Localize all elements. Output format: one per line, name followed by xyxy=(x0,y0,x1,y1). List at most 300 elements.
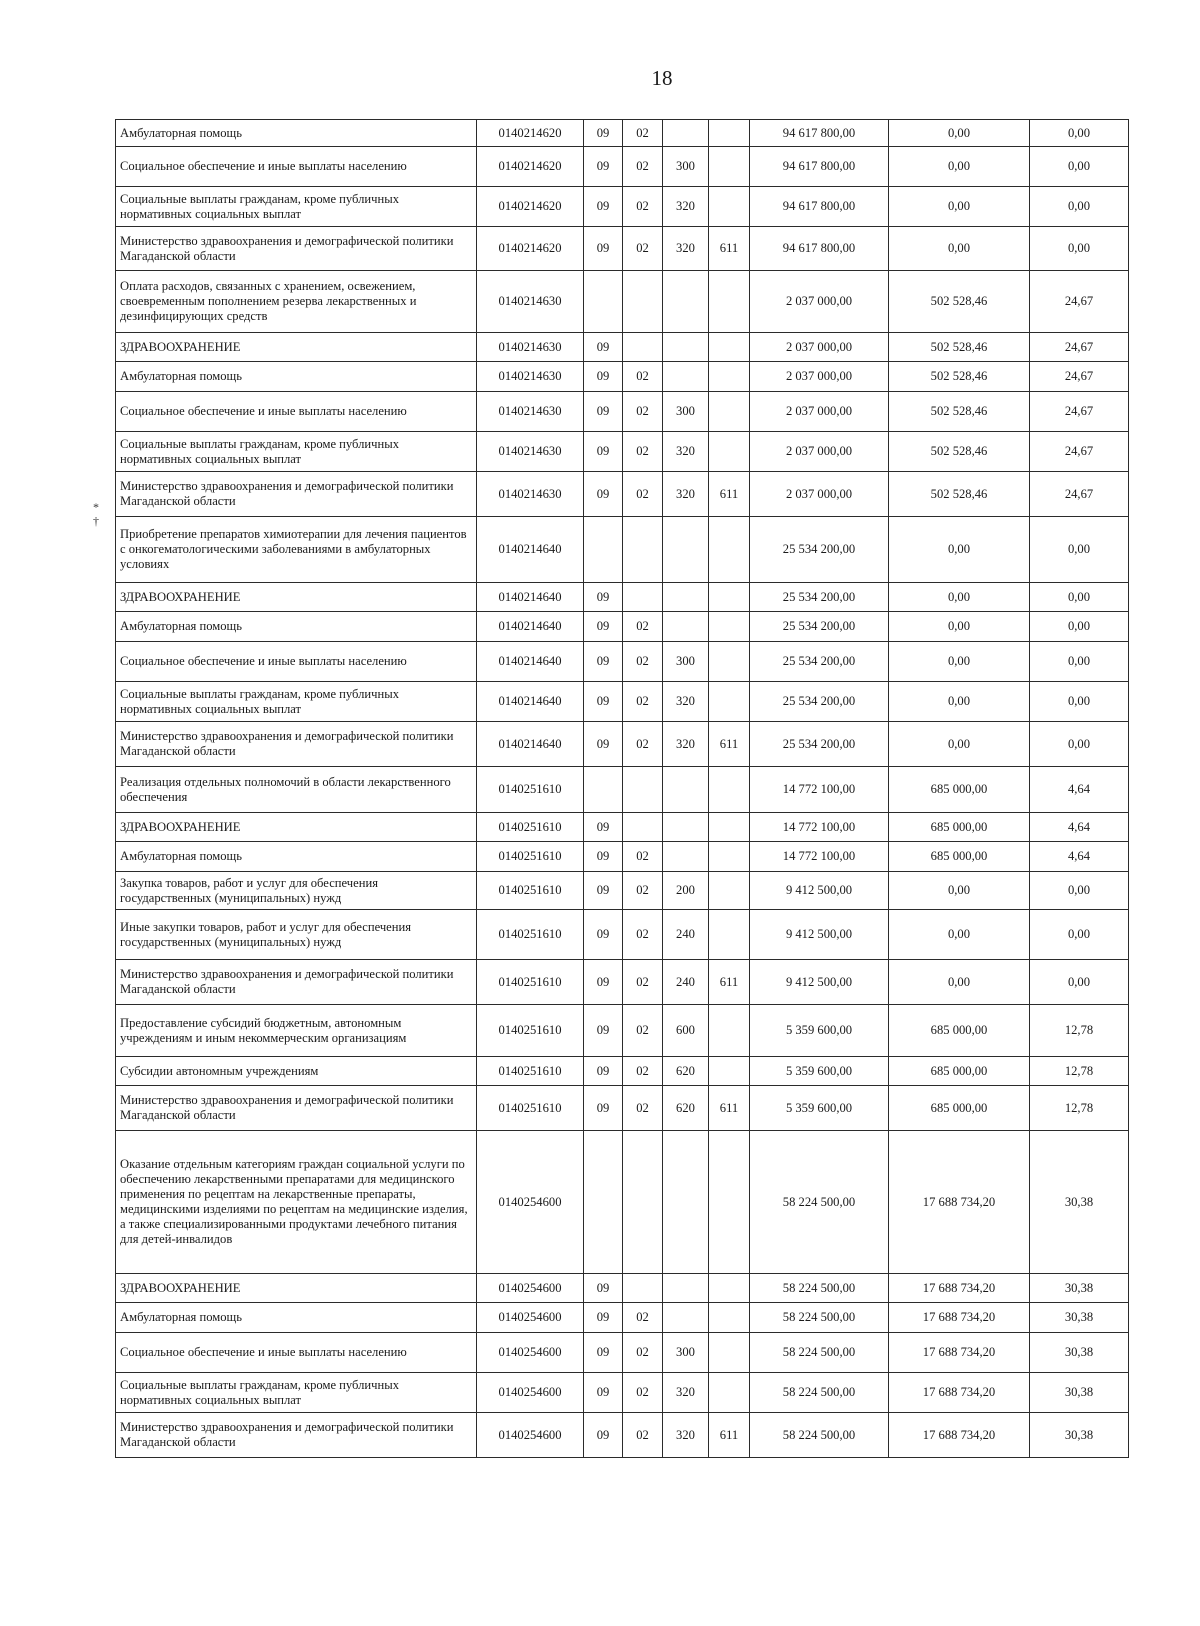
item-name: Министерство здравоохранения и демографической политики Магаданской области xyxy=(116,227,477,271)
table-row xyxy=(116,910,1129,960)
item-section: 09 xyxy=(584,813,623,842)
item-name: Закупка товаров, работ и услуг для обеспечения государственных (муниципальных) нужд xyxy=(116,872,477,910)
item-percent: 0,00 xyxy=(1030,612,1129,642)
item-section: 09 xyxy=(584,612,623,642)
item-fact: 0,00 xyxy=(889,722,1030,767)
item-subsection: 02 xyxy=(623,842,663,872)
item-percent: 0,00 xyxy=(1030,682,1129,722)
item-name: Социальное обеспечение и иные выплаты населению xyxy=(116,642,477,682)
item-expense-type: 240 xyxy=(663,960,709,1005)
item-subsection: 02 xyxy=(623,722,663,767)
item-section: 09 xyxy=(584,583,623,612)
item-fact: 17 688 734,20 xyxy=(889,1131,1030,1274)
item-admin-code xyxy=(709,147,750,187)
item-expense-type xyxy=(663,767,709,813)
item-subsection: 02 xyxy=(623,1413,663,1458)
item-admin-code xyxy=(709,1131,750,1274)
table-row xyxy=(116,767,1129,813)
item-plan: 2 037 000,00 xyxy=(750,432,889,472)
item-expense-type: 320 xyxy=(663,682,709,722)
item-fact: 0,00 xyxy=(889,872,1030,910)
item-percent: 24,67 xyxy=(1030,271,1129,333)
item-name: Социальное обеспечение и иные выплаты населению xyxy=(116,1333,477,1373)
item-subsection: 02 xyxy=(623,1057,663,1086)
item-percent: 12,78 xyxy=(1030,1086,1129,1131)
item-subsection xyxy=(623,767,663,813)
item-expense-type xyxy=(663,1274,709,1303)
table-row xyxy=(116,612,1129,642)
table-row xyxy=(116,187,1129,227)
item-csr: 0140254600 xyxy=(477,1131,584,1274)
item-csr: 0140214640 xyxy=(477,642,584,682)
item-fact: 685 000,00 xyxy=(889,813,1030,842)
table-row xyxy=(116,1413,1129,1458)
item-expense-type: 320 xyxy=(663,1413,709,1458)
item-plan: 5 359 600,00 xyxy=(750,1005,889,1057)
item-percent: 0,00 xyxy=(1030,872,1129,910)
item-percent: 30,38 xyxy=(1030,1373,1129,1413)
item-percent: 0,00 xyxy=(1030,642,1129,682)
table-row xyxy=(116,1373,1129,1413)
item-fact: 502 528,46 xyxy=(889,271,1030,333)
item-expense-type: 300 xyxy=(663,147,709,187)
item-section: 09 xyxy=(584,120,623,147)
item-csr: 0140214630 xyxy=(477,472,584,517)
item-csr: 0140251610 xyxy=(477,960,584,1005)
item-section: 09 xyxy=(584,1274,623,1303)
item-csr: 0140214640 xyxy=(477,612,584,642)
item-admin-code xyxy=(709,767,750,813)
item-section: 09 xyxy=(584,147,623,187)
item-percent: 0,00 xyxy=(1030,583,1129,612)
item-subsection: 02 xyxy=(623,642,663,682)
item-subsection xyxy=(623,1131,663,1274)
table-row xyxy=(116,960,1129,1005)
item-csr: 0140251610 xyxy=(477,1057,584,1086)
item-fact: 685 000,00 xyxy=(889,767,1030,813)
item-plan: 25 534 200,00 xyxy=(750,612,889,642)
item-fact: 0,00 xyxy=(889,583,1030,612)
item-csr: 0140254600 xyxy=(477,1333,584,1373)
item-section: 09 xyxy=(584,1005,623,1057)
item-name: ЗДРАВООХРАНЕНИЕ xyxy=(116,333,477,362)
item-admin-code xyxy=(709,271,750,333)
table-row xyxy=(116,1303,1129,1333)
item-name: Социальные выплаты гражданам, кроме публичных нормативных социальных выплат xyxy=(116,432,477,472)
item-plan: 5 359 600,00 xyxy=(750,1057,889,1086)
item-subsection: 02 xyxy=(623,227,663,271)
item-fact: 502 528,46 xyxy=(889,362,1030,392)
item-admin-code xyxy=(709,1057,750,1086)
item-fact: 502 528,46 xyxy=(889,333,1030,362)
budget-table xyxy=(115,119,1129,1458)
item-plan: 9 412 500,00 xyxy=(750,960,889,1005)
item-csr: 0140251610 xyxy=(477,813,584,842)
item-csr: 0140251610 xyxy=(477,910,584,960)
item-expense-type xyxy=(663,120,709,147)
item-csr: 0140214630 xyxy=(477,362,584,392)
item-expense-type: 200 xyxy=(663,872,709,910)
item-expense-type xyxy=(663,517,709,583)
item-subsection: 02 xyxy=(623,1086,663,1131)
item-plan: 25 534 200,00 xyxy=(750,682,889,722)
item-plan: 14 772 100,00 xyxy=(750,842,889,872)
item-admin-code xyxy=(709,612,750,642)
table-row xyxy=(116,1131,1129,1274)
item-section: 09 xyxy=(584,682,623,722)
item-admin-code xyxy=(709,872,750,910)
item-section xyxy=(584,767,623,813)
item-name: Социальные выплаты гражданам, кроме публичных нормативных социальных выплат xyxy=(116,682,477,722)
item-plan: 2 037 000,00 xyxy=(750,392,889,432)
item-section: 09 xyxy=(584,1333,623,1373)
item-subsection: 02 xyxy=(623,960,663,1005)
item-plan: 9 412 500,00 xyxy=(750,910,889,960)
item-expense-type xyxy=(663,612,709,642)
item-plan: 94 617 800,00 xyxy=(750,187,889,227)
item-subsection: 02 xyxy=(623,472,663,517)
item-plan: 2 037 000,00 xyxy=(750,271,889,333)
item-name: Министерство здравоохранения и демографической политики Магаданской области xyxy=(116,960,477,1005)
item-fact: 0,00 xyxy=(889,517,1030,583)
item-name: ЗДРАВООХРАНЕНИЕ xyxy=(116,583,477,612)
item-section: 09 xyxy=(584,1373,623,1413)
item-name: Социальное обеспечение и иные выплаты населению xyxy=(116,392,477,432)
item-name: Министерство здравоохранения и демографической политики Магаданской области xyxy=(116,472,477,517)
item-section: 09 xyxy=(584,333,623,362)
table-row xyxy=(116,722,1129,767)
table-row xyxy=(116,813,1129,842)
item-plan: 14 772 100,00 xyxy=(750,767,889,813)
item-name: Министерство здравоохранения и демографической политики Магаданской области xyxy=(116,1086,477,1131)
table-row xyxy=(116,1057,1129,1086)
item-admin-code xyxy=(709,842,750,872)
item-name: Амбулаторная помощь xyxy=(116,120,477,147)
item-section: 09 xyxy=(584,1086,623,1131)
item-csr: 0140251610 xyxy=(477,872,584,910)
item-fact: 17 688 734,20 xyxy=(889,1413,1030,1458)
item-expense-type xyxy=(663,1131,709,1274)
table-row xyxy=(116,682,1129,722)
item-admin-code xyxy=(709,362,750,392)
item-section: 09 xyxy=(584,910,623,960)
item-subsection xyxy=(623,333,663,362)
table-row xyxy=(116,1005,1129,1057)
item-admin-code: 611 xyxy=(709,1086,750,1131)
item-admin-code xyxy=(709,910,750,960)
item-csr: 0140214620 xyxy=(477,120,584,147)
item-plan: 2 037 000,00 xyxy=(750,472,889,517)
item-subsection: 02 xyxy=(623,120,663,147)
item-admin-code xyxy=(709,432,750,472)
item-expense-type: 320 xyxy=(663,1373,709,1413)
item-subsection xyxy=(623,583,663,612)
item-subsection: 02 xyxy=(623,1333,663,1373)
item-admin-code: 611 xyxy=(709,227,750,271)
item-plan: 9 412 500,00 xyxy=(750,872,889,910)
item-expense-type xyxy=(663,271,709,333)
item-csr: 0140251610 xyxy=(477,767,584,813)
item-expense-type: 300 xyxy=(663,1333,709,1373)
item-subsection xyxy=(623,813,663,842)
item-csr: 0140251610 xyxy=(477,1086,584,1131)
item-percent: 24,67 xyxy=(1030,472,1129,517)
item-name: Социальные выплаты гражданам, кроме публичных нормативных социальных выплат xyxy=(116,1373,477,1413)
table-row xyxy=(116,642,1129,682)
item-section: 09 xyxy=(584,187,623,227)
item-plan: 94 617 800,00 xyxy=(750,227,889,271)
table-row xyxy=(116,842,1129,872)
item-percent: 30,38 xyxy=(1030,1303,1129,1333)
item-section xyxy=(584,271,623,333)
item-expense-type: 300 xyxy=(663,642,709,682)
item-plan: 25 534 200,00 xyxy=(750,583,889,612)
item-expense-type xyxy=(663,842,709,872)
item-expense-type: 320 xyxy=(663,227,709,271)
item-name: Оказание отдельным категориям граждан социальной услуги по обеспечению лекарственными препаратами для медицинского применения по рецептам на лекарственные препараты, медицинскими изделиями по рецептам на медицинские изделия, а также специализированными продуктами лечебного питания для детей-инвалидов xyxy=(116,1131,477,1274)
margin-mark: * † xyxy=(93,500,99,528)
item-section: 09 xyxy=(584,1057,623,1086)
item-admin-code: 611 xyxy=(709,960,750,1005)
item-percent: 0,00 xyxy=(1030,120,1129,147)
item-percent: 24,67 xyxy=(1030,333,1129,362)
item-expense-type xyxy=(663,583,709,612)
item-csr: 0140214640 xyxy=(477,517,584,583)
item-percent: 30,38 xyxy=(1030,1413,1129,1458)
item-plan: 58 224 500,00 xyxy=(750,1274,889,1303)
table-row xyxy=(116,872,1129,910)
table-row xyxy=(116,392,1129,432)
item-fact: 502 528,46 xyxy=(889,472,1030,517)
item-name: ЗДРАВООХРАНЕНИЕ xyxy=(116,1274,477,1303)
item-name: ЗДРАВООХРАНЕНИЕ xyxy=(116,813,477,842)
item-csr: 0140254600 xyxy=(477,1274,584,1303)
item-plan: 58 224 500,00 xyxy=(750,1373,889,1413)
item-fact: 17 688 734,20 xyxy=(889,1333,1030,1373)
table-row xyxy=(116,333,1129,362)
item-name: Реализация отдельных полномочий в области лекарственного обеспечения xyxy=(116,767,477,813)
item-expense-type: 620 xyxy=(663,1057,709,1086)
table-row xyxy=(116,120,1129,147)
item-csr: 0140214620 xyxy=(477,227,584,271)
item-percent: 24,67 xyxy=(1030,432,1129,472)
item-percent: 0,00 xyxy=(1030,960,1129,1005)
item-percent: 4,64 xyxy=(1030,813,1129,842)
item-percent: 30,38 xyxy=(1030,1274,1129,1303)
item-section: 09 xyxy=(584,432,623,472)
item-subsection xyxy=(623,271,663,333)
item-fact: 0,00 xyxy=(889,120,1030,147)
item-fact: 685 000,00 xyxy=(889,842,1030,872)
item-subsection: 02 xyxy=(623,362,663,392)
item-percent: 0,00 xyxy=(1030,187,1129,227)
item-fact: 502 528,46 xyxy=(889,392,1030,432)
item-name: Иные закупки товаров, работ и услуг для обеспечения государственных (муниципальных) нужд xyxy=(116,910,477,960)
item-admin-code xyxy=(709,1303,750,1333)
item-fact: 685 000,00 xyxy=(889,1057,1030,1086)
item-admin-code xyxy=(709,517,750,583)
item-csr: 0140254600 xyxy=(477,1303,584,1333)
item-plan: 14 772 100,00 xyxy=(750,813,889,842)
item-percent: 30,38 xyxy=(1030,1333,1129,1373)
item-admin-code xyxy=(709,1005,750,1057)
item-subsection xyxy=(623,517,663,583)
item-section: 09 xyxy=(584,842,623,872)
table-row xyxy=(116,227,1129,271)
item-csr: 0140214630 xyxy=(477,392,584,432)
item-percent: 4,64 xyxy=(1030,842,1129,872)
item-expense-type: 300 xyxy=(663,392,709,432)
item-subsection: 02 xyxy=(623,147,663,187)
item-csr: 0140254600 xyxy=(477,1373,584,1413)
item-csr: 0140214630 xyxy=(477,432,584,472)
item-csr: 0140214620 xyxy=(477,147,584,187)
item-name: Амбулаторная помощь xyxy=(116,612,477,642)
item-csr: 0140214620 xyxy=(477,187,584,227)
item-plan: 58 224 500,00 xyxy=(750,1413,889,1458)
item-admin-code xyxy=(709,392,750,432)
item-percent: 24,67 xyxy=(1030,392,1129,432)
table-row xyxy=(116,147,1129,187)
item-subsection: 02 xyxy=(623,872,663,910)
item-expense-type: 320 xyxy=(663,722,709,767)
page-number: 18 xyxy=(651,66,673,90)
item-subsection: 02 xyxy=(623,612,663,642)
item-name: Оплата расходов, связанных с хранением, освежением, своевременным пополнением резерва лекарственных и дезинфицирующих средств xyxy=(116,271,477,333)
item-name: Предоставление субсидий бюджетным, автономным учреждениям и иным некоммерческим организациям xyxy=(116,1005,477,1057)
item-subsection: 02 xyxy=(623,1373,663,1413)
item-subsection: 02 xyxy=(623,682,663,722)
item-fact: 685 000,00 xyxy=(889,1086,1030,1131)
item-admin-code xyxy=(709,813,750,842)
item-percent: 0,00 xyxy=(1030,147,1129,187)
item-name: Приобретение препаратов химиотерапии для лечения пациентов с онкогематологическими заболеваниями в амбулаторных условиях xyxy=(116,517,477,583)
item-admin-code xyxy=(709,583,750,612)
item-fact: 0,00 xyxy=(889,187,1030,227)
item-section: 09 xyxy=(584,392,623,432)
item-subsection: 02 xyxy=(623,187,663,227)
item-subsection: 02 xyxy=(623,910,663,960)
item-name: Амбулаторная помощь xyxy=(116,1303,477,1333)
item-percent: 0,00 xyxy=(1030,517,1129,583)
item-admin-code: 611 xyxy=(709,722,750,767)
item-plan: 58 224 500,00 xyxy=(750,1333,889,1373)
item-expense-type xyxy=(663,1303,709,1333)
item-percent: 0,00 xyxy=(1030,910,1129,960)
table-row xyxy=(116,472,1129,517)
table-body xyxy=(116,120,1129,1458)
item-subsection: 02 xyxy=(623,1303,663,1333)
item-plan: 25 534 200,00 xyxy=(750,517,889,583)
item-expense-type: 620 xyxy=(663,1086,709,1131)
item-subsection: 02 xyxy=(623,392,663,432)
item-percent: 30,38 xyxy=(1030,1131,1129,1274)
item-subsection xyxy=(623,1274,663,1303)
item-csr: 0140214640 xyxy=(477,722,584,767)
item-name: Социальное обеспечение и иные выплаты населению xyxy=(116,147,477,187)
item-subsection: 02 xyxy=(623,1005,663,1057)
item-name: Министерство здравоохранения и демографической политики Магаданской области xyxy=(116,722,477,767)
item-fact: 685 000,00 xyxy=(889,1005,1030,1057)
item-percent: 12,78 xyxy=(1030,1005,1129,1057)
table-row xyxy=(116,362,1129,392)
item-percent: 4,64 xyxy=(1030,767,1129,813)
item-admin-code xyxy=(709,682,750,722)
item-csr: 0140214640 xyxy=(477,682,584,722)
item-admin-code xyxy=(709,120,750,147)
item-section: 09 xyxy=(584,642,623,682)
item-fact: 0,00 xyxy=(889,910,1030,960)
item-fact: 502 528,46 xyxy=(889,432,1030,472)
item-fact: 0,00 xyxy=(889,642,1030,682)
item-section: 09 xyxy=(584,722,623,767)
item-section: 09 xyxy=(584,872,623,910)
item-admin-code xyxy=(709,1274,750,1303)
table-row xyxy=(116,583,1129,612)
item-expense-type xyxy=(663,362,709,392)
item-fact: 0,00 xyxy=(889,227,1030,271)
item-plan: 5 359 600,00 xyxy=(750,1086,889,1131)
item-csr: 0140251610 xyxy=(477,842,584,872)
item-csr: 0140214630 xyxy=(477,333,584,362)
item-name: Социальные выплаты гражданам, кроме публичных нормативных социальных выплат xyxy=(116,187,477,227)
item-plan: 25 534 200,00 xyxy=(750,722,889,767)
item-csr: 0140254600 xyxy=(477,1413,584,1458)
item-subsection: 02 xyxy=(623,432,663,472)
item-csr: 0140214640 xyxy=(477,583,584,612)
item-fact: 17 688 734,20 xyxy=(889,1303,1030,1333)
item-percent: 0,00 xyxy=(1030,227,1129,271)
item-section: 09 xyxy=(584,472,623,517)
item-section: 09 xyxy=(584,362,623,392)
item-section xyxy=(584,1131,623,1274)
item-expense-type: 600 xyxy=(663,1005,709,1057)
item-admin-code xyxy=(709,1333,750,1373)
item-plan: 2 037 000,00 xyxy=(750,333,889,362)
item-fact: 0,00 xyxy=(889,147,1030,187)
item-percent: 12,78 xyxy=(1030,1057,1129,1086)
item-name: Амбулаторная помощь xyxy=(116,842,477,872)
item-plan: 94 617 800,00 xyxy=(750,120,889,147)
item-name: Субсидии автономным учреждениям xyxy=(116,1057,477,1086)
item-name: Министерство здравоохранения и демографической политики Магаданской области xyxy=(116,1413,477,1458)
item-section: 09 xyxy=(584,960,623,1005)
item-percent: 0,00 xyxy=(1030,722,1129,767)
item-csr: 0140251610 xyxy=(477,1005,584,1057)
item-plan: 58 224 500,00 xyxy=(750,1303,889,1333)
item-admin-code xyxy=(709,1373,750,1413)
item-plan: 25 534 200,00 xyxy=(750,642,889,682)
item-section xyxy=(584,517,623,583)
table-row xyxy=(116,517,1129,583)
item-admin-code: 611 xyxy=(709,472,750,517)
item-section: 09 xyxy=(584,227,623,271)
table-row xyxy=(116,432,1129,472)
item-admin-code xyxy=(709,187,750,227)
table-row xyxy=(116,1274,1129,1303)
item-csr: 0140214630 xyxy=(477,271,584,333)
item-admin-code: 611 xyxy=(709,1413,750,1458)
item-expense-type: 320 xyxy=(663,472,709,517)
item-expense-type xyxy=(663,333,709,362)
item-expense-type xyxy=(663,813,709,842)
item-percent: 24,67 xyxy=(1030,362,1129,392)
table-row xyxy=(116,271,1129,333)
item-expense-type: 320 xyxy=(663,432,709,472)
item-section: 09 xyxy=(584,1413,623,1458)
item-admin-code xyxy=(709,642,750,682)
item-fact: 0,00 xyxy=(889,960,1030,1005)
